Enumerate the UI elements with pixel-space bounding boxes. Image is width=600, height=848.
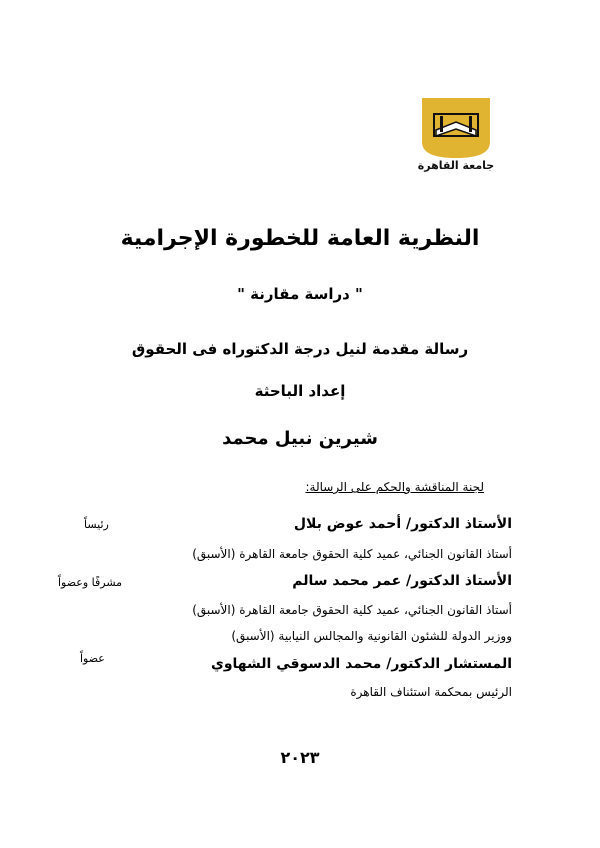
logo-university-name: جامعة القاهرة xyxy=(418,159,494,172)
committee-member-2-role: مشرفًا وعضواً xyxy=(58,576,123,589)
committee-member-3-description: الرئيس بمحكمة استئناف القاهرة xyxy=(350,685,512,699)
committee-member-1-name: الأستاذ الدكتور/ أحمد عوض بلال xyxy=(293,516,512,532)
prepared-by-label: إعداد الباحثة xyxy=(254,382,346,400)
logo-pillar-right xyxy=(469,116,472,132)
committee-member-3-name: المستشار الدكتور/ محمد الدسوقي الشهاوي xyxy=(211,656,512,672)
committee-member-3-role: عضواً xyxy=(80,652,105,665)
committee-member-2-description-1: أستاذ القانون الجنائي، عميد كلية الحقوق جامعة القاهرة (الأسبق) xyxy=(192,603,512,617)
cairo-university-logo xyxy=(418,96,494,172)
committee-member-1-description: أستاذ القانون الجنائي، عميد كلية الحقوق جامعة القاهرة (الأسبق) xyxy=(192,547,512,561)
committee-member-2-description-2: ووزير الدولة للشئون القانونية والمجالس النيابية (الأسبق) xyxy=(231,629,512,643)
thesis-statement: رسالة مقدمة لنيل درجة الدكتوراه فى الحقوق xyxy=(131,340,469,358)
committee-member-2-name: الأستاذ الدكتور/ عمر محمد سالم xyxy=(292,573,512,589)
author-name: شيرين نبيل محمد xyxy=(222,428,378,449)
thesis-subtitle: " دراسة مقارنة " xyxy=(237,285,363,303)
thesis-year: ٢٠٢٣ xyxy=(280,748,320,767)
committee-member-1-role: رئيساً xyxy=(84,518,109,531)
logo-pillar-left xyxy=(440,116,443,132)
thesis-title: النظرية العامة للخطورة الإجرامية xyxy=(120,226,480,251)
committee-heading: لجنة المناقشة والحكم على الرسالة: xyxy=(305,480,484,494)
